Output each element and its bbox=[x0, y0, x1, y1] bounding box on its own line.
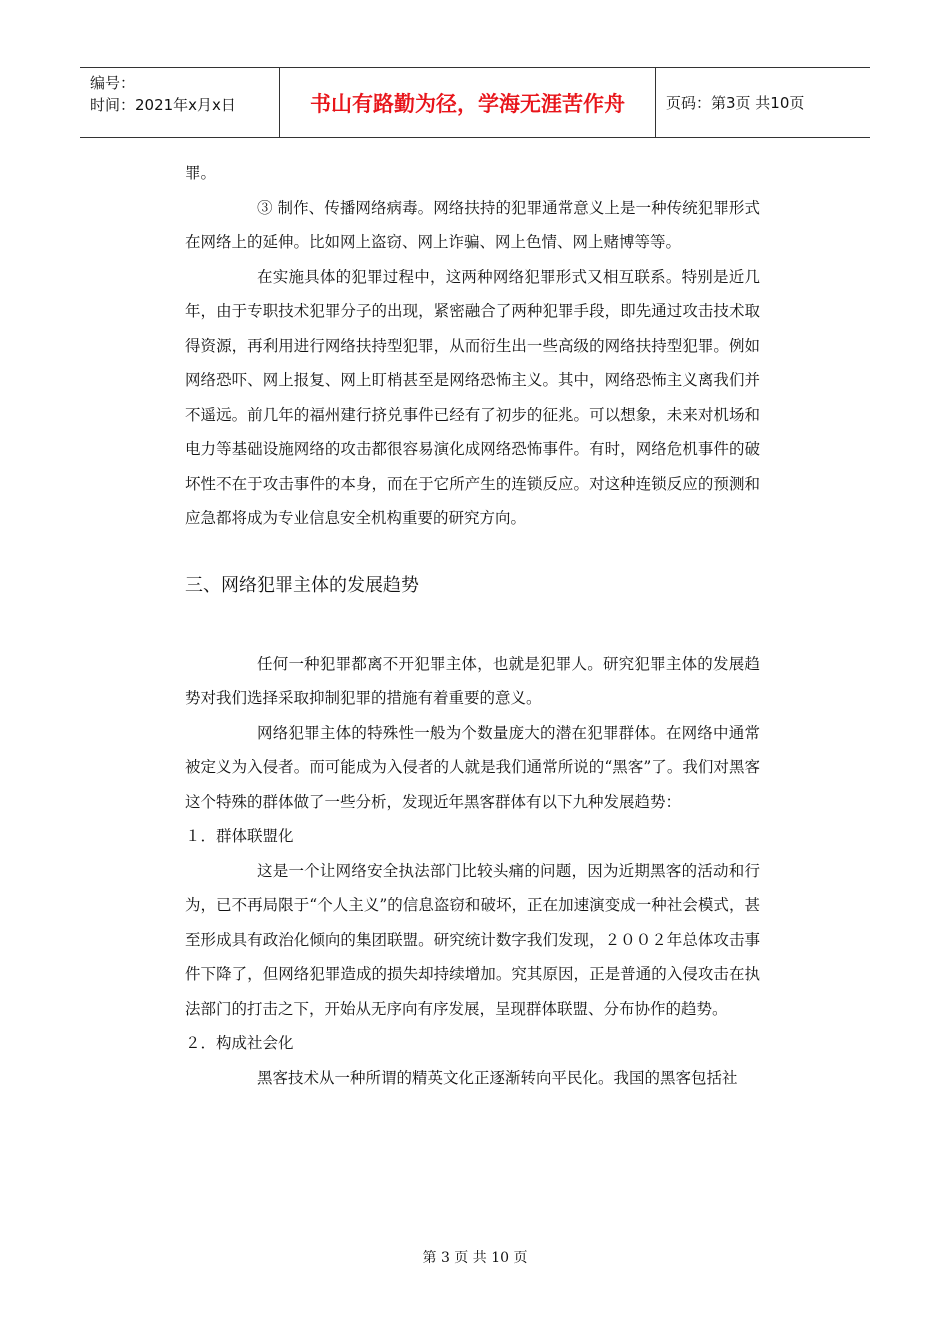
paragraph: ③ 制作、传播网络病毒。网络扶持的犯罪通常意义上是一种传统犯罪形式在网络上的延伸。比如网上盗窃、网上诈骗、网上色情、网上赌博等等。 bbox=[185, 198, 760, 251]
paragraph: 黑客技术从一种所谓的精英文化正逐渐转向平民化。我国的黑客包括社 bbox=[257, 1068, 738, 1087]
list-item-heading: １．群体联盟化 bbox=[185, 827, 294, 845]
paragraph: 罪。 bbox=[185, 164, 217, 182]
header-motto-cell bbox=[280, 68, 656, 137]
page-footer: 第 3 页 共 10 页 bbox=[422, 1250, 528, 1266]
paragraph: 网络犯罪主体的特殊性一般为个数量庞大的潜在犯罪群体。在网络中通常被定义为入侵者。而可能成为入侵者的人就是我们通常所说的“黑客”了。我们对黑客这个特殊的群体做了一些分析，发现近年黑客群体有以下九种发展趋势： bbox=[185, 723, 760, 811]
header-page-label: 页码：第3页 共10页 bbox=[666, 94, 805, 112]
header-motto: 书山有路勤为径，学海无涯苦作舟 bbox=[310, 91, 625, 116]
document-body bbox=[185, 156, 760, 1095]
number-label: 编号： bbox=[90, 74, 136, 92]
time-label: 时间：2021年x月x日 bbox=[90, 96, 236, 114]
page-header bbox=[80, 67, 870, 138]
header-info bbox=[80, 68, 280, 137]
paragraph: 这是一个让网络安全执法部门比较头痛的问题，因为近期黑客的活动和行为，已不再局限于“个人主义”的信息盗窃和破坏，正在加速演变成一种社会模式，甚至形成具有政治化倾向的集团联盟。研究统计数字我们发现，２００２年总体攻击事件下降了，但网络犯罪造成的损失却持续增加。究其原因，正是普通的入侵攻击在执法部门的打击之下，开始从无序向有序发展，呈现群体联盟、分布协作的趋势。 bbox=[185, 861, 760, 1018]
paragraph: 在实施具体的犯罪过程中，这两种网络犯罪形式又相互联系。特别是近几年，由于专职技术犯罪分子的出现，紧密融合了两种犯罪手段，即先通过攻击技术取得资源，再利用进行网络扶持型犯罪，从而衍生出一些高级的网络扶持型犯罪。例如网络恐吓、网上报复、网上盯梢甚至是网络恐怖主义。其中，网络恐怖主义离我们并不遥远。前几年的福州建行挤兑事件已经有了初步的征兆。可以想象，未来对机场和电力等基础设施网络的攻击都很容易演化成网络恐怖事件。有时，网络危机事件的破坏性不在于攻击事件的本身，而在于它所产生的连锁反应。对这种连锁反应的预测和应急都将成为专业信息安全机构重要的研究方向。 bbox=[185, 267, 760, 527]
list-item-heading: ２．构成社会化 bbox=[185, 1034, 294, 1052]
paragraph: 任何一种犯罪都离不开犯罪主体，也就是犯罪人。研究犯罪主体的发展趋势对我们选择采取抑制犯罪的措施有着重要的意义。 bbox=[185, 654, 760, 707]
section-heading: 三、网络犯罪主体的发展趋势 bbox=[185, 574, 419, 596]
